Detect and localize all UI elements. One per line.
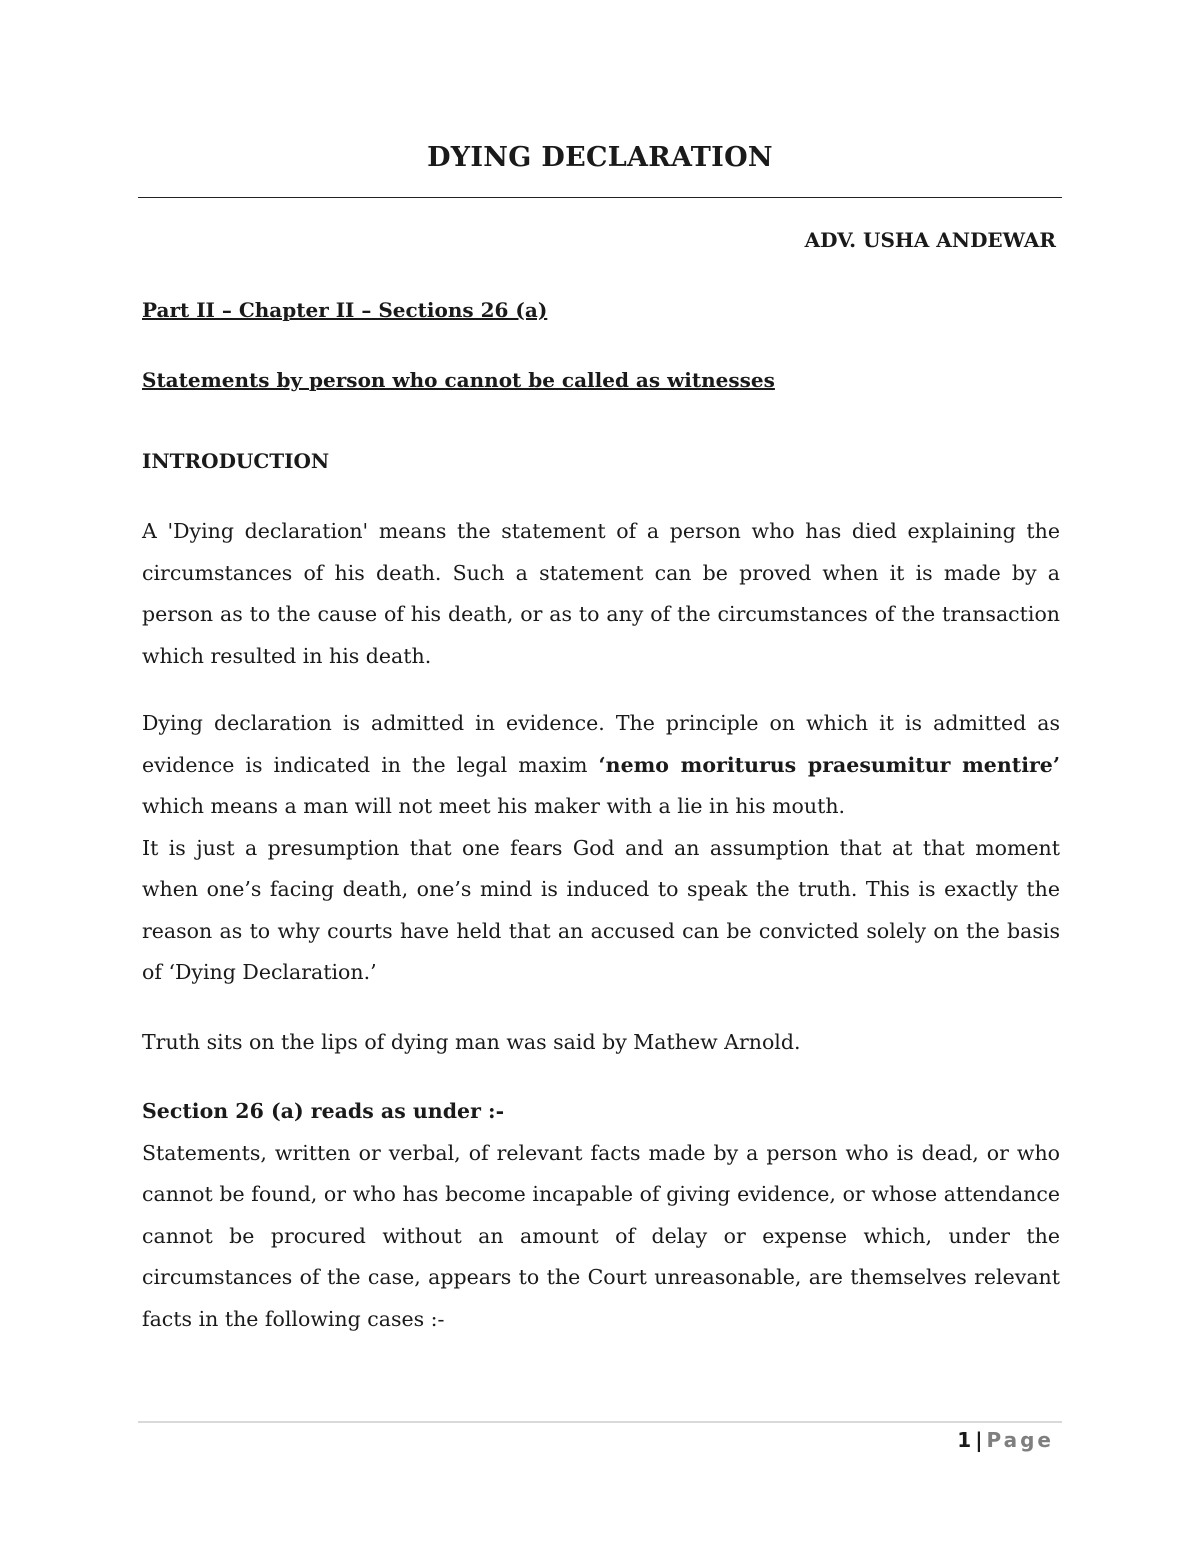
document-title: DYING DECLARATION: [427, 142, 773, 173]
section-heading: Section 26 (a) reads as under :-: [142, 1099, 505, 1123]
page-number: 1: [957, 1428, 972, 1452]
paragraph-principle: [142, 703, 1060, 994]
page-label: Page: [986, 1428, 1054, 1452]
legal-maxim: ‘nemo moriturus praesumitur mentire’: [598, 752, 1060, 777]
principle-text-end: which means a man will not meet his maker with a lie in his mouth.: [142, 794, 846, 818]
principle-text-start: Dying declaration is admitted in evidence. The principle on which it is admitted as evidence is indicated in the legal maxim: [142, 711, 1060, 777]
paragraph-definition: A 'Dying declaration' means the statement of a person who has died explaining the circumstances of his death. Such a statement can be proved when it is made by a person as to the cause of his death, or as to any of the circumstances of the transaction which resulted in his death.: [142, 519, 1060, 668]
page-footer: [957, 1428, 1054, 1452]
footer-divider: [138, 1421, 1062, 1423]
section-subtitle: Statements by person who cannot be called as witnesses: [142, 368, 775, 392]
paragraph-section-text: [142, 1091, 1060, 1340]
paragraph-quote: Truth sits on the lips of dying man was said by Mathew Arnold.: [142, 1030, 801, 1054]
title-divider: [138, 197, 1062, 198]
presumption-text: It is just a presumption that one fears God and an assumption that at that moment when one’s facing death, one’s mind is induced to speak the truth. This is exactly the reason as to why courts have held that an accused can be convicted solely on the basis of ‘Dying Declaration.’: [142, 835, 1060, 984]
introduction-heading: INTRODUCTION: [142, 449, 330, 473]
section-body: Statements, written or verbal, of relevant facts made by a person who is dead, or who cannot be found, or who has become incapable of giving evidence, or whose attendance cannot be procured without an amount of delay or expense which, under the circumstances of the case, appears to the Court unreasonable, are themselves relevant facts in the following cases :-: [142, 1140, 1060, 1331]
author-name: ADV. USHA ANDEWAR: [804, 228, 1056, 252]
section-reference: Part II – Chapter II – Sections 26 (a): [142, 298, 548, 322]
footer-separator: |: [975, 1428, 983, 1452]
